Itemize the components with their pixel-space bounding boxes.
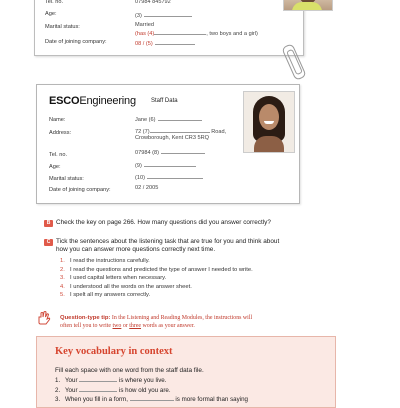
- list-item[interactable]: 4. I understood all the words on the answer sheet.: [60, 283, 192, 290]
- age-label: Age:: [45, 11, 57, 17]
- list-item: 2. Your is how old you are.: [55, 386, 171, 394]
- answer-blank[interactable]: [79, 376, 117, 382]
- exercise-c-text: Tick the sentences about the listening task that are true for you and think about how you can answer more questions correctly next time.: [56, 238, 280, 254]
- joining-main-value: 02 / 2005: [135, 185, 159, 191]
- exercise-c-list: [60, 257, 253, 300]
- exercise-b-badge: B: [44, 220, 53, 227]
- joining-label: Date of joining company:: [45, 39, 107, 45]
- joining-value: 08 / (5): [135, 39, 195, 47]
- staff-photo-main: [243, 91, 295, 153]
- question-type-tip: Question-type tip: In the Listening and Reading Modules, the instructions will often tell you to write two or three words as your answer.: [60, 315, 253, 329]
- vocab-list: [55, 376, 248, 405]
- name-value: Jane (6): [135, 115, 202, 123]
- list-item[interactable]: 3. I used capital letters when necessary.: [60, 275, 167, 282]
- address-label: Address:: [49, 130, 72, 136]
- hand-icon: [36, 310, 52, 326]
- address-line2: Crowborough, Kent CR3 5RQ: [135, 135, 209, 141]
- age-main-label: Age:: [49, 164, 61, 170]
- answer-blank[interactable]: [79, 386, 117, 392]
- age-main-value: (9): [135, 161, 196, 169]
- vocab-title: Key vocabulary in context: [55, 346, 173, 357]
- company-logo: ESCOEngineering: [49, 95, 136, 107]
- exercise-c-badge: C: [44, 239, 53, 246]
- marital-value: Married: [135, 22, 154, 28]
- name-label: Name:: [49, 117, 66, 123]
- staff-photo-top: [283, 0, 333, 11]
- list-item: 1. Your is where you live.: [55, 377, 167, 384]
- tel-main-label: Tel. no.: [49, 152, 68, 158]
- marital-main-value: (10): [135, 173, 203, 181]
- joining-main-label: Date of joining company:: [49, 187, 111, 193]
- answer-blank[interactable]: [130, 395, 174, 401]
- marital-main-label: Marital status:: [49, 176, 84, 182]
- marital-extra: (has (4) , two boys and a girl): [135, 31, 258, 37]
- list-item: 3. When you fill in a form, is more formal than saying: [55, 396, 248, 404]
- tel-main-value: 07984 (8): [135, 148, 205, 156]
- card-subtitle: Staff Data: [151, 98, 178, 104]
- tel-label: Tel. no.: [45, 0, 64, 5]
- address-value: 72 (7) Road,: [135, 129, 227, 135]
- vocab-instruction: Fill each space with one word from the staff data file.: [55, 367, 204, 374]
- tel-value: 07984 845792: [135, 0, 171, 5]
- marital-label: Marital status:: [45, 24, 80, 30]
- key-vocabulary-box: [36, 336, 336, 408]
- list-item[interactable]: 1. I read the instructions carefully.: [60, 258, 150, 264]
- exercise-b-text: Check the key on page 266. How many questions did you answer correctly?: [56, 219, 271, 226]
- list-item[interactable]: 5. I spelt all my answers correctly.: [60, 292, 151, 299]
- staff-card-top: [34, 0, 304, 56]
- staff-card-main: [36, 84, 300, 204]
- age-value: (3): [135, 11, 192, 19]
- list-item[interactable]: 2. I read the questions and predicted the type of answer I needed to write.: [60, 266, 253, 273]
